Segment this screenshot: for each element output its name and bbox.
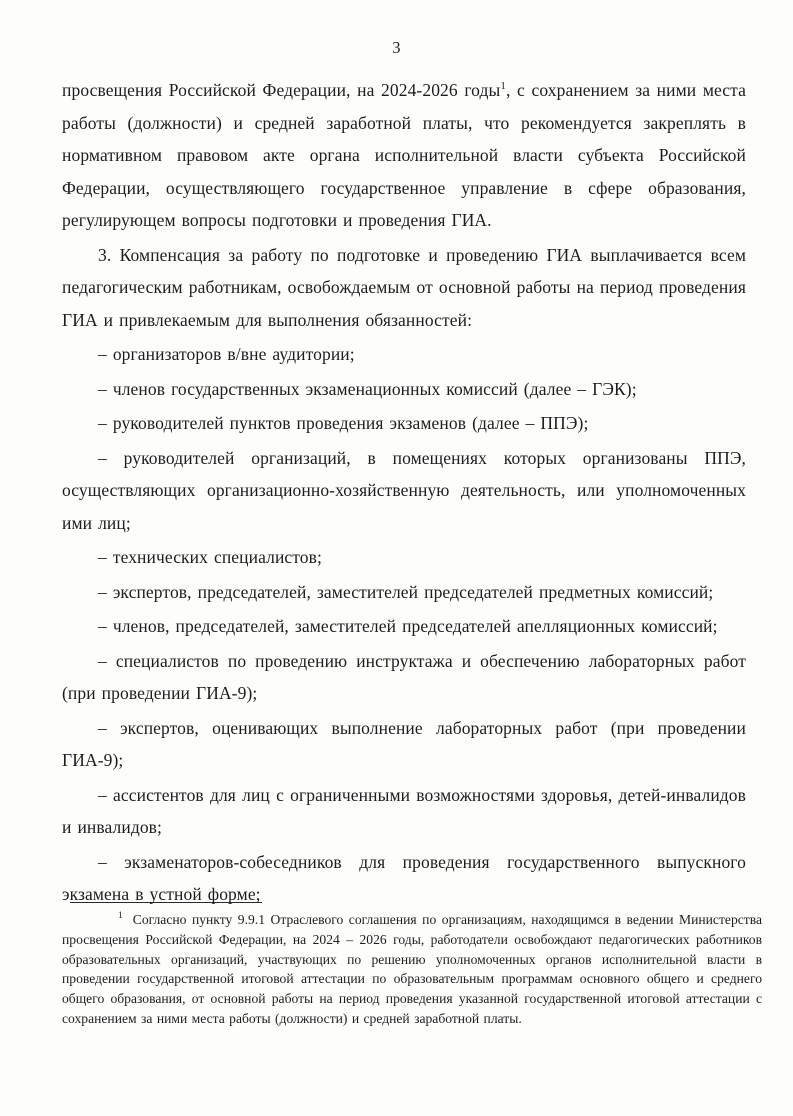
list-item: – руководителей организаций, в помещениях которых организованы ППЭ, осуществляющих организационно-хозяйственную деятельность, или уполномоченных ими лиц; [62,447,746,533]
intro-paragraph-text-end: , с сохранением за ними места работы (должности) и средней заработной платы, что рекомендуется закреплять в нормативном правовом акте органа исполнительной власти субъекта Российской Федерации, осуществляющего государственное управление в сфере образования, регулирующем вопросы подготовки и проведения ГИА. [62,80,747,230]
document-body [62,74,746,913]
list-item: – руководителей пунктов проведения экзаменов (далее – ППЭ); [98,413,589,433]
intro-paragraph [62,74,746,237]
list-item: – экспертов, председателей, заместителей председателей предметных комиссий; [98,581,714,602]
footnote-text: Согласно пункту 9.9.1 Отраслевого соглашения по организациям, находящимся в ведении Министерства просвещения Российской Федерации, на 2024 – 2026 годы, работодатели освобождают педагогических работников образовательных организаций, участвующих по решению уполномоченных органов исполнительной власти в проведении государственной итоговой аттестации по образовательным программам основного общего и среднего общего образования, от основной работы на период проведения указанной государственной итоговой аттестации с сохранением за ними места работы (должности) и средней заработной платы. [62,912,762,1026]
page-number: 3 [392,38,401,57]
clause3-paragraph: 3. Компенсация за работу по подготовке и проведению ГИА выплачивается всем педагогическим работникам, освобождаемым от основной работы на период проведения ГИА и привлекаемым для выполнения обязанностей: [62,244,746,330]
footnote-reference-mark: 1 [500,80,506,93]
list-item: – экзаменаторов-собеседников для проведения государственного выпускного экзамена в устной форме; [62,851,746,904]
list-item: – членов государственных экзаменационных комиссий (далее – ГЭК); [98,378,637,399]
list-item: – ассистентов для лиц с ограниченными возможностями здоровья, детей-инвалидов и инвалидов; [62,784,746,837]
footnote-separator-rule [70,902,262,903]
footnote-section [62,902,762,1029]
list-item: – специалистов по проведению инструктажа и обеспечению лабораторных работ (при проведении ГИА-9); [62,650,746,703]
intro-paragraph-text-start: просвещения Российской Федерации, на 2024-2026 годы [62,80,501,100]
list-item: – технических специалистов; [98,547,322,567]
list-item: – организаторов в/вне аудитории; [98,344,355,364]
footnote-number-mark: 1 [118,911,123,922]
list-item: – экспертов, оценивающих выполнение лабораторных работ (при проведении ГИА-9); [62,717,746,770]
list-item: – членов, председателей, заместителей председателей апелляционных комиссий; [98,616,718,636]
footnote-paragraph [62,910,762,1029]
